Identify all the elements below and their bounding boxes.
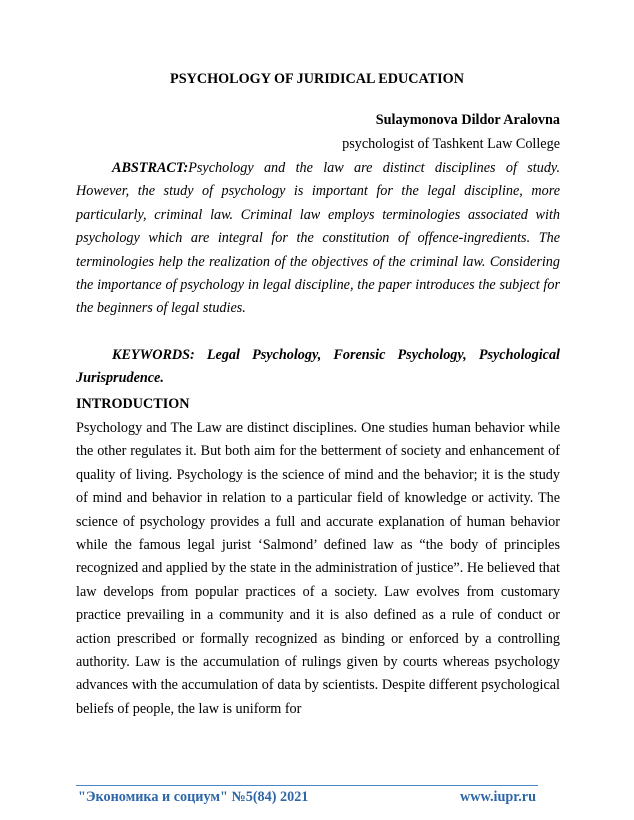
abstract-label: ABSTRACT: bbox=[112, 160, 189, 176]
abstract-text: Psychology and the law are distinct disciplines of study. However, the study of psychology is important for the legal discipline, more particularly, criminal law. Criminal law employs terminologies associated with psychology which are integral for the constitution of offence-ingredients. The terminologies help the realization of the objectives of the criminal law. Considering the importance of psychology in legal discipline, the paper introduces the subject for the beginners of legal studies. bbox=[76, 160, 560, 317]
footer-journal: "Экономика и социум" №5(84) 2021 bbox=[78, 789, 309, 805]
abstract-paragraph bbox=[76, 157, 560, 321]
author-name: Sulaymonova Dildor Aralovna bbox=[375, 112, 560, 128]
keywords-paragraph bbox=[76, 344, 560, 391]
footer-divider bbox=[76, 785, 538, 786]
keywords-text: KEYWORDS: Legal Psychology, Forensic Psychology, Psychological Jurisprudence. bbox=[76, 347, 560, 387]
section-heading-introduction: INTRODUCTION bbox=[76, 396, 190, 412]
paper-title: PSYCHOLOGY OF JURIDICAL EDUCATION bbox=[170, 71, 464, 87]
author-affiliation: psychologist of Tashkent Law College bbox=[342, 136, 560, 152]
footer-website: www.iupr.ru bbox=[460, 789, 536, 805]
introduction-paragraph: Psychology and The Law are distinct disciplines. One studies human behavior while the other regulates it. But both aim for the betterment of society and enhancement of quality of living. Psychology is the science of mind and the behavior; it is the study of mind and behavior in relation to a particular field of knowledge or activity. The science of psychology provides a full and accurate explanation of human behavior while the famous legal jurist ‘Salmond’ defined law as “the body of principles recognized and applied by the state in the administration of justice”. He believed that law develops from popular practices of a society. Law evolves from customary practice prevailing in a community and it is also defined as a rule of conduct or action prescribed or formally recognized as binding or enforced by a controlling authority. Law is the accumulation of rulings given by courts whereas psychology advances with the accumulation of data by scientists. Despite different psychological beliefs of people, the law is uniform for bbox=[76, 420, 560, 717]
